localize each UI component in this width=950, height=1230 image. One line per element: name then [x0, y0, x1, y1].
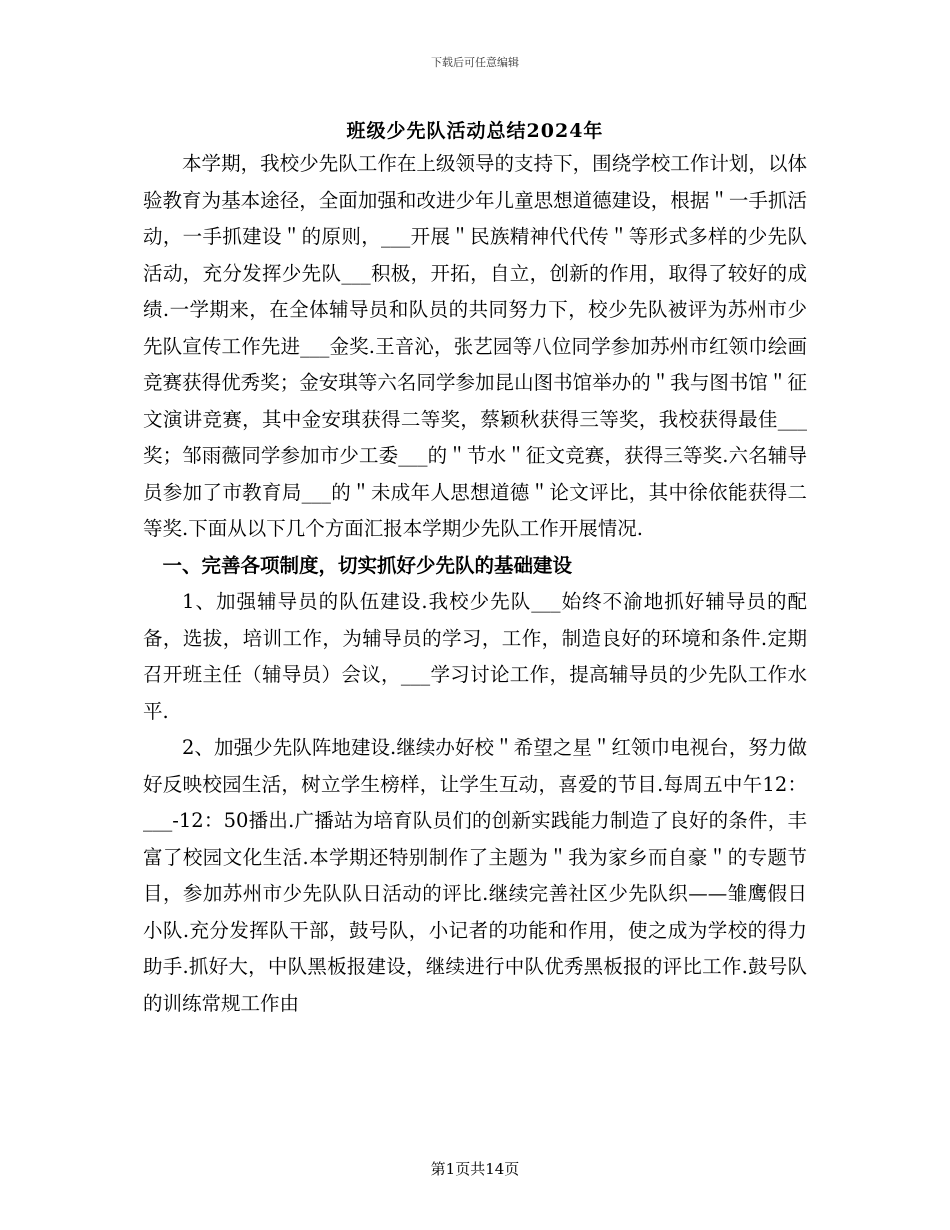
paragraph-position-building: 2、加强少先队阵地建设.继续办好校＂希望之星＂红领巾电视台，努力做好反映校园生活，树立学生榜样，让学生互动，喜爱的节目.每周五中午12：___-12：50播出.广播站为培育队员们的创新实践能力制造了良好的条件，丰富了校园文化生活.本学期还特别制作了主题为＂我为家乡而自豪＂的专题节目，参加苏州市少先队队日活动的评比.继续完善社区少先队织——雏鹰假日小队.充分发挥队干部，鼓号队，小记者的功能和作用，使之成为学校的得力助手.抓好大，中队黑板报建设，继续进行中队优秀黑板报的评比工作.鼓号队的训练常规工作由 — [143, 736, 807, 1015]
intro-paragraph: 本学期，我校少先队工作在上级领导的支持下，围绕学校工作计划，以体验教育为基本途径，全面加强和改进少年儿童思想道德建设，根据＂一手抓活动，一手抓建设＂的原则，___开展＂民族精神代代传＂等形式多样的少先队活动，充分发挥少先队___积极，开拓，自立，创新的作用，取得了较好的成绩.一学期来，在全体辅导员和队员的共同努力下，校少先队被评为苏州市少先队宣传工作先进___金奖.王音沁，张艺园等八位同学参加苏州市红领巾绘画竞赛获得优秀奖；金安琪等六名同学参加昆山图书馆举办的＂我与图书馆＂征文演讲竞赛，其中金安琪获得二等奖，蔡颖秋获得三等奖，我校获得最佳___奖；邹雨薇同学参加市少工委___的＂节水＂征文竞赛，获得三等奖.六名辅导员参加了市教育局___的＂未成年人思想道德＂论文评比，其中徐依能获得二等奖.下面从以下几个方面汇报本学期少先队工作开展情况. — [143, 152, 807, 540]
header-note: 下载后可任意编辑 — [431, 56, 519, 69]
paragraph-counselor-team: 1、加强辅导员的队伍建设.我校少先队___始终不渝地抓好辅导员的配备，选拔，培训工作，为辅导员的学习，工作，制造良好的环境和条件.定期召开班主任（辅导员）会议，___学习讨论工作，提高辅导员的少先队工作水平. — [143, 590, 807, 723]
document-body — [143, 146, 807, 1022]
page-number: 第1页共14页 — [430, 1160, 520, 1178]
section-heading: 一、完善各项制度，切实抓好少先队的基础建设 — [162, 553, 573, 577]
document-title: 班级少先队活动总结2024年 — [346, 120, 604, 142]
